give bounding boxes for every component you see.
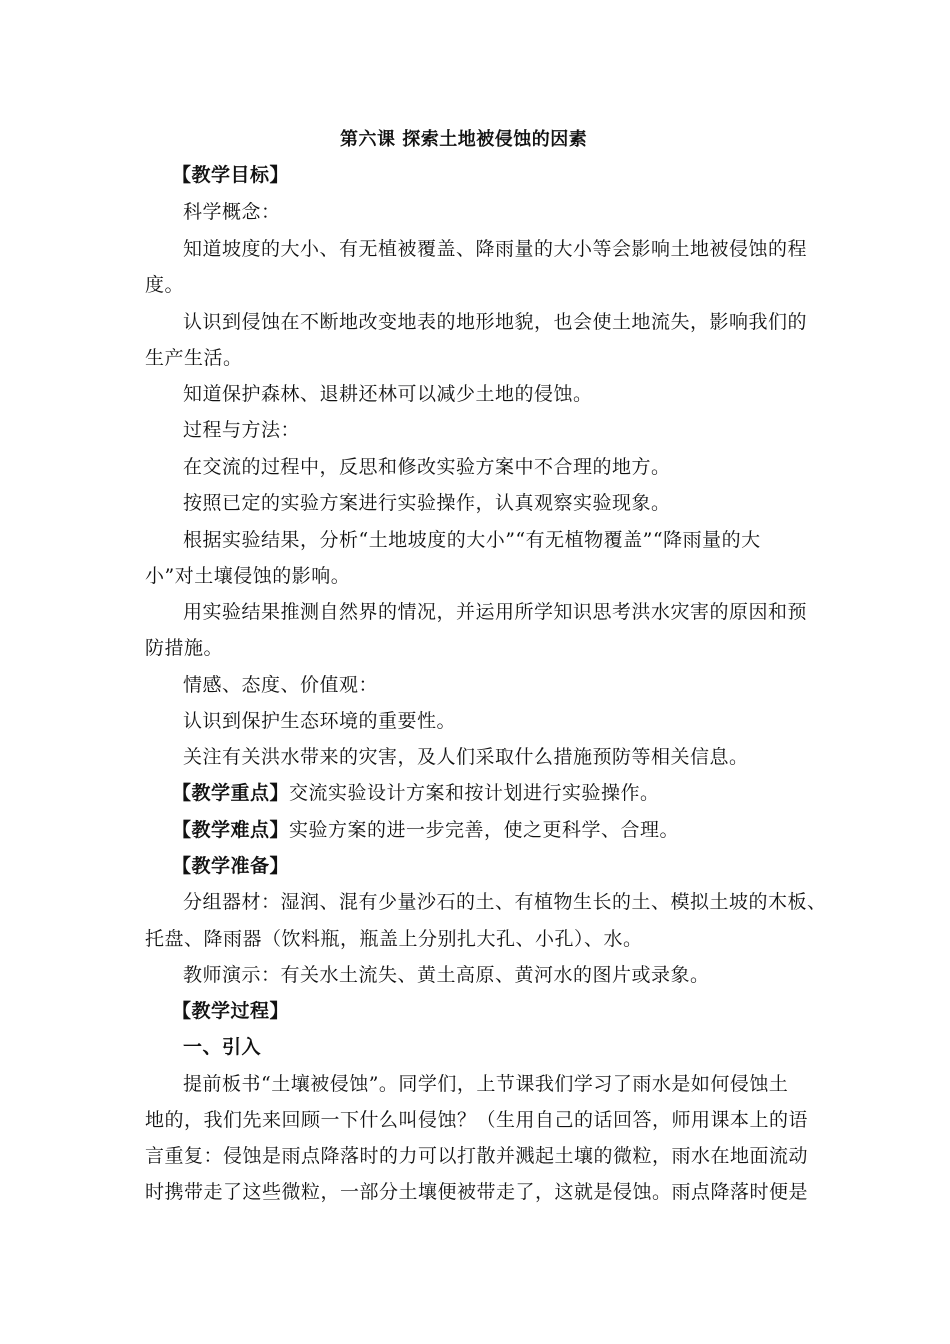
paragraph-line: 教师演示：有关水土流失、黄土高原、黄河水的图片或录象。 — [183, 964, 710, 986]
paragraph-line: 知道保护森林、退耕还林可以减少土地的侵蚀。 — [183, 383, 593, 405]
subheading-concepts: 科学概念： — [183, 201, 281, 223]
heading-key-points: 【教学重点】 — [172, 782, 290, 804]
heading-difficult-points: 【教学难点】 — [172, 819, 290, 841]
key-points — [172, 781, 660, 805]
heading-preparation: 【教学准备】 — [172, 855, 290, 877]
heading-goals: 【教学目标】 — [172, 164, 290, 186]
paragraph-line: 根据实验结果，分析“土地坡度的大小”“有无植物覆盖”“降雨量的大 — [183, 529, 761, 551]
paragraph-line: 认识到保护生态环境的重要性。 — [183, 710, 457, 732]
difficult-points-text: 实验方案的进一步完善，使之更科学、合理。 — [289, 819, 680, 841]
page-title: 第六课 探索土地被侵蚀的因素 — [340, 129, 588, 150]
paragraph-line: 地的，我们先来回顾一下什么叫侵蚀？（生用自己的话回答，师用课本上的语 — [145, 1109, 809, 1131]
key-points-text: 交流实验设计方案和按计划进行实验操作。 — [289, 782, 660, 804]
paragraph-line: 知道坡度的大小、有无植被覆盖、降雨量的大小等会影响土地被侵蚀的程 — [183, 238, 808, 260]
heading-section-intro: 一、引入 — [183, 1036, 262, 1058]
difficult-points — [172, 818, 679, 842]
paragraph-line: 关注有关洪水带来的灾害，及人们采取什么措施预防等相关信息。 — [183, 746, 749, 768]
paragraph-line: 防措施。 — [145, 637, 224, 659]
subheading-methods: 过程与方法： — [183, 419, 301, 441]
paragraph-line: 小”对土壤侵蚀的影响。 — [145, 565, 351, 587]
paragraph-line: 托盘、降雨器（饮料瓶，瓶盖上分别扎大孔、小孔）、水。 — [145, 928, 643, 950]
paragraph-line: 度。 — [145, 274, 185, 296]
paragraph-line: 生产生活。 — [145, 347, 243, 369]
paragraph-line: 认识到侵蚀在不断地改变地表的地形地貌，也会使土地流失，影响我们的 — [183, 311, 808, 333]
heading-process: 【教学过程】 — [172, 1000, 290, 1022]
paragraph-line: 言重复：侵蚀是雨点降落时的力可以打散并溅起土壤的微粒，雨水在地面流动 — [145, 1145, 809, 1167]
paragraph-line: 按照已定的实验方案进行实验操作，认真观察实验现象。 — [183, 492, 671, 514]
paragraph-line: 用实验结果推测自然界的情况，并运用所学知识思考洪水灾害的原因和预 — [183, 601, 808, 623]
paragraph-line: 时携带走了这些微粒，一部分土壤便被带走了，这就是侵蚀。雨点降落时便是 — [145, 1181, 809, 1203]
paragraph-line: 分组器材：湿润、混有少量沙石的土、有植物生长的土、模拟土坡的木板、 — [183, 891, 827, 913]
subheading-attitudes: 情感、态度、价值观： — [183, 674, 379, 696]
paragraph-line: 在交流的过程中，反思和修改实验方案中不合理的地方。 — [183, 456, 671, 478]
paragraph-line: 提前板书“土壤被侵蚀”。同学们，上节课我们学习了雨水是如何侵蚀土 — [183, 1073, 789, 1095]
